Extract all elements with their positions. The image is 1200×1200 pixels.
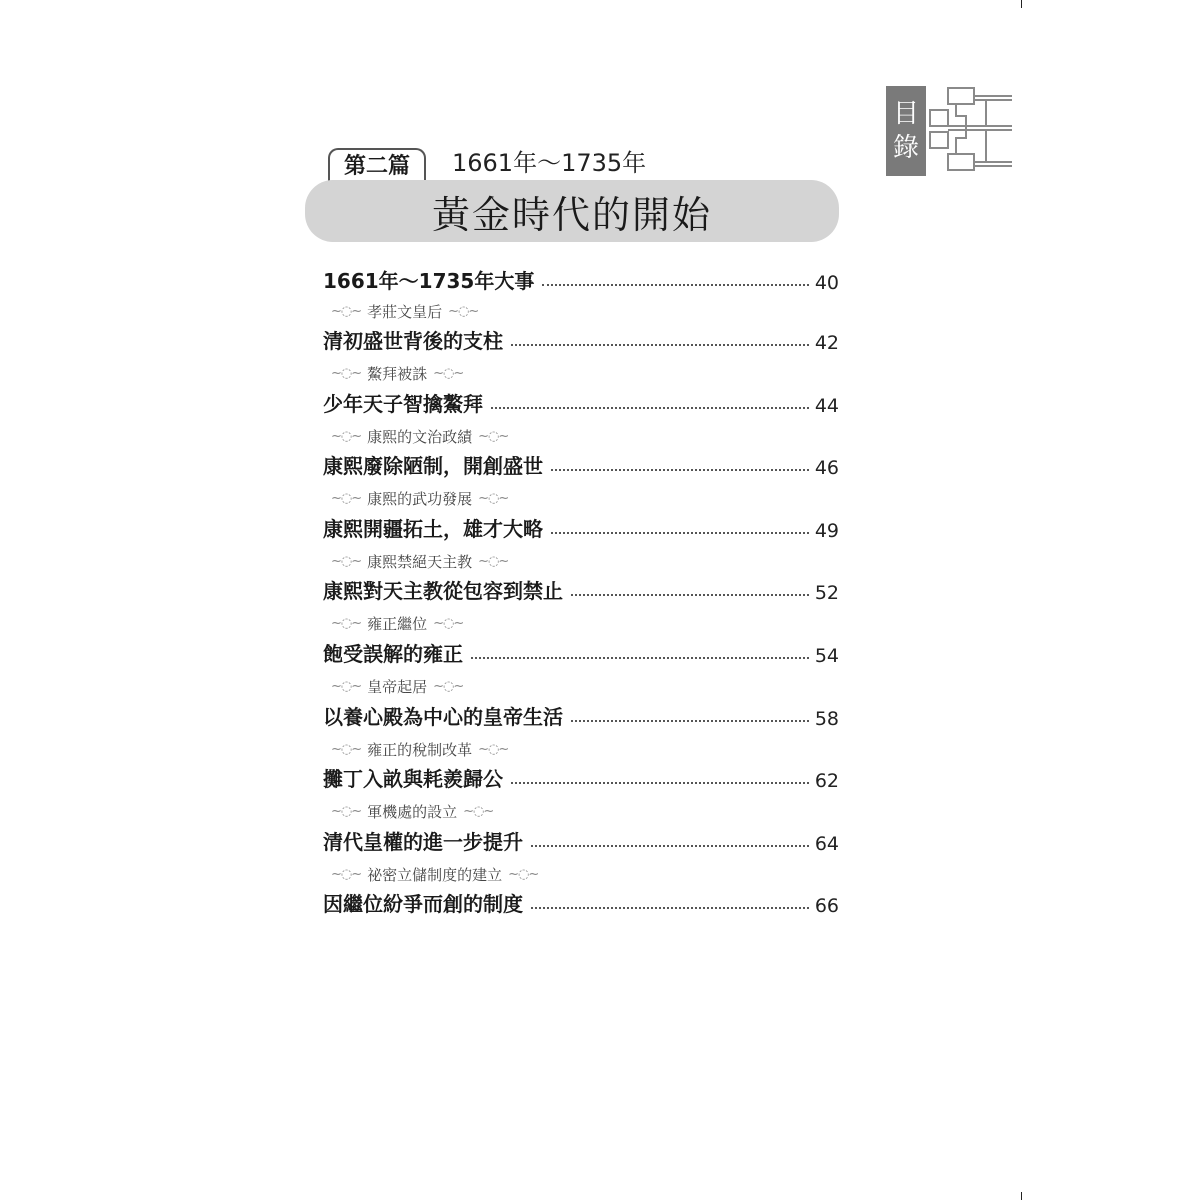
toc-main-row [323, 510, 839, 542]
table-of-contents [323, 262, 839, 926]
toc-title: 少年天子智擒鰲拜 [323, 391, 483, 416]
toc-title: 康熙廢除陋制，開創盛世 [323, 454, 543, 479]
toc-title: 攤丁入畝與耗羨歸公 [323, 767, 503, 792]
toc-entry[interactable] [323, 863, 839, 926]
cloud-ornament-icon: ~◌~ [331, 804, 362, 820]
toc-title: 康熙開疆拓土，雄才大略 [323, 516, 543, 541]
toc-subtitle-row [323, 363, 839, 385]
toc-subtitle: 康熙的武功發展 [367, 490, 473, 509]
cloud-ornament-icon: ~◌~ [331, 303, 362, 319]
toc-main-row [323, 885, 839, 917]
toc-entry[interactable] [323, 425, 839, 488]
dot-leader [511, 344, 809, 346]
cloud-ornament-icon: ~◌~ [478, 553, 509, 569]
toc-subtitle-row [323, 738, 839, 760]
toc-subtitle: 軍機處的設立 [367, 803, 458, 822]
cloud-ornament-icon: ~◌~ [448, 303, 479, 319]
crop-mark-top [1021, 0, 1022, 8]
toc-page-number: 49 [814, 519, 839, 542]
toc-main-row [323, 823, 839, 855]
toc-entry[interactable] [323, 300, 839, 363]
toc-page-number: 42 [814, 332, 839, 354]
toc-subtitle: 祕密立儲制度的建立 [367, 865, 503, 884]
toc-subtitle: 雍正繼位 [367, 615, 428, 634]
toc-title: 康熙對天主教從包容到禁止 [323, 579, 563, 604]
cloud-ornament-icon: ~◌~ [463, 804, 494, 820]
part-label: 第二篇 [328, 148, 426, 184]
cloud-ornament-icon: ~◌~ [478, 428, 509, 444]
toc-page-number: 52 [814, 582, 839, 605]
toc-subtitle-row [323, 863, 839, 885]
toc-subtitle-row [323, 488, 839, 510]
lattice-ornament [926, 86, 1016, 178]
toc-page-number: 46 [814, 457, 839, 480]
toc-title: 清代皇權的進一步提升 [323, 829, 523, 854]
part-years: 1661年～1735年 [452, 149, 647, 177]
toc-page-number: 66 [814, 895, 839, 918]
toc-subtitle: 孝莊文皇后 [367, 302, 443, 321]
dot-leader [531, 845, 809, 847]
toc-title: 1661年～1735年大事 [323, 269, 535, 293]
contents-tab [886, 86, 926, 176]
toc-page-number: 58 [814, 707, 839, 730]
cloud-ornament-icon: ~◌~ [433, 366, 464, 382]
toc-subtitle: 康熙的文治政績 [367, 427, 473, 446]
toc-subtitle: 雍正的稅制改革 [367, 740, 473, 759]
toc-subtitle-row [323, 613, 839, 635]
toc-subtitle-row [323, 550, 839, 572]
toc-title: 飽受誤解的雍正 [323, 641, 463, 666]
cloud-ornament-icon: ~◌~ [331, 741, 362, 757]
toc-main-row [323, 447, 839, 479]
toc-entry[interactable] [323, 488, 839, 551]
cloud-ornament-icon: ~◌~ [331, 866, 362, 882]
section-title-banner [305, 180, 839, 242]
dot-leader [542, 284, 808, 286]
toc-subtitle-row [323, 300, 839, 322]
toc-subtitle-row [323, 801, 839, 823]
toc-page-number: 44 [814, 394, 839, 417]
toc-subtitle-row [323, 676, 839, 698]
toc-entry[interactable] [323, 676, 839, 739]
toc-subtitle: 鰲拜被誅 [367, 365, 428, 384]
cloud-ornament-icon: ~◌~ [331, 553, 362, 569]
toc-title: 以養心殿為中心的皇帝生活 [323, 704, 563, 729]
cloud-ornament-icon: ~◌~ [508, 866, 539, 882]
toc-page-number: 40 [814, 272, 839, 294]
cloud-ornament-icon: ~◌~ [433, 616, 464, 632]
contents-tab-char-1: 目 [892, 99, 919, 129]
dot-leader [471, 657, 809, 659]
toc-title: 因繼位紛爭而創的制度 [323, 892, 523, 917]
cloud-ornament-icon: ~◌~ [478, 741, 509, 757]
toc-page-number: 64 [814, 832, 839, 855]
toc-entry[interactable] [323, 363, 839, 426]
cloud-ornament-icon: ~◌~ [478, 491, 509, 507]
dot-leader [571, 594, 809, 596]
contents-tab-char-2: 錄 [892, 133, 919, 163]
toc-main-row [323, 698, 839, 730]
dot-leader [491, 407, 809, 409]
cloud-ornament-icon: ~◌~ [433, 679, 464, 695]
toc-main-row [323, 322, 839, 354]
toc-main-row [323, 385, 839, 417]
toc-subtitle-row [323, 425, 839, 447]
toc-title: 清初盛世背後的支柱 [323, 329, 503, 353]
dot-leader [571, 720, 809, 722]
toc-main-row [323, 760, 839, 792]
toc-entry[interactable] [323, 801, 839, 864]
toc-subtitle: 康熙禁絕天主教 [367, 552, 473, 571]
cloud-ornament-icon: ~◌~ [331, 679, 362, 695]
dot-leader [551, 469, 809, 471]
dot-leader [511, 782, 809, 784]
toc-main-row [323, 262, 839, 294]
toc-main-row [323, 635, 839, 667]
toc-entry[interactable] [323, 262, 839, 300]
cloud-ornament-icon: ~◌~ [331, 428, 362, 444]
cloud-ornament-icon: ~◌~ [331, 366, 362, 382]
toc-main-row [323, 572, 839, 604]
toc-entry[interactable] [323, 738, 839, 801]
toc-page-number: 62 [814, 770, 839, 793]
toc-entry[interactable] [323, 550, 839, 613]
cloud-ornament-icon: ~◌~ [331, 491, 362, 507]
cloud-ornament-icon: ~◌~ [331, 616, 362, 632]
toc-page-number: 54 [814, 644, 839, 667]
toc-subtitle: 皇帝起居 [367, 678, 428, 697]
section-title: 黃金時代的開始 [431, 192, 712, 237]
dot-leader [531, 907, 809, 909]
toc-entry[interactable] [323, 613, 839, 676]
dot-leader [551, 532, 809, 534]
crop-mark-bottom [1021, 1192, 1022, 1200]
